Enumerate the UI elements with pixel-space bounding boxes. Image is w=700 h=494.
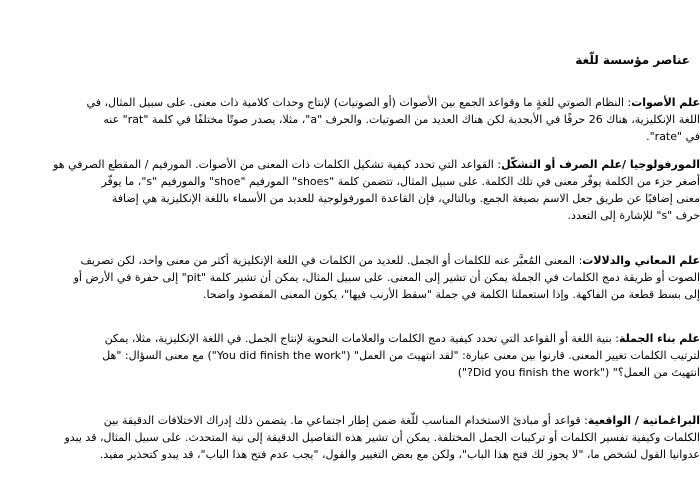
section-line: في "rate". xyxy=(646,130,700,143)
section-line: حرف "s" للإشارة إلى التعدد. xyxy=(567,209,700,222)
section-line xyxy=(0,252,700,269)
section-line: الصوت أو طريقة دمج الكلمات في الجملة يمكن أن تشير إلى المعنى. على سبيل المثال، يمكن أن تشير كلمة "pit" إلى حفرة في الأرض أو xyxy=(73,271,700,284)
section-text: : بنية اللغة أو القواعد التي تحدد كيفية دمج الكلمات والعلامات النحوية لإنتاج الجمل. في اللغة الإنكليزية، مثلا، يمكن xyxy=(104,332,619,345)
section-line: عدوانيا القول لشخص ما، "لا يجوز لك فتح هذا الباب"، ولكن مع بعض التغيير والقول، "يجب عدم فتح هذا الباب"، قد يبدو كتحذير مفيد. xyxy=(99,448,700,461)
section-heading: المورفولوجيا /علم الصرف أو التشكّل xyxy=(501,158,700,171)
section-text: : المعنى المُعبَّر عنه للكلمات أو الجمل. للعديد من الكلمات في اللغة الإنكليزية أكثر من معنى واحد، لكن تصريف xyxy=(80,254,583,267)
section-line xyxy=(0,330,700,347)
document-title: عناصر مؤسسة للّغة xyxy=(575,53,690,67)
section-semantics xyxy=(0,252,700,303)
section-syntax xyxy=(0,330,700,381)
section-line: إلى بسط قطعة من الفاكهة. وإذا استعملنا الكلمة في جملة "سقط الأرنب فيها"، يكون المعنى المقصود واضحا. xyxy=(203,288,700,301)
section-heading: علم الأصوات xyxy=(631,96,700,109)
section-line: اللغة الإنكليزية، هناك 26 حرفًا في الأبجدية لكن هناك العديد من الصوتيات. والحرف "a"، مثلا، يصدر صوتًا مختلفًا في كلمة "rat" عنه xyxy=(103,113,700,126)
section-heading: علم المعاني والدلالات xyxy=(582,254,700,267)
section-line xyxy=(0,412,700,429)
section-line: الكلمات وكيفية تفسير الكلمات أو تركيبات الجمل المختلفة. يمكن أن تشير هذه التفاصيل الدقيقة إلى نية المتحدث. على سبيل المثال، قد يبدو xyxy=(64,431,700,444)
section-heading: البراغماتية / الواقعية xyxy=(587,414,700,427)
section-morphology xyxy=(0,156,700,224)
section-text: : قواعد أو مبادئ الاستخدام المناسب للّغة ضمن إطار اجتماعي ما. يتضمن ذلك إدراك الاختلافات الدقيقة بين xyxy=(103,414,588,427)
section-text: : القواعد التي تحدد كيفية تشكيل الكلمات ذات المعنى من الأصوات. المورفيم / المقطع الصرفي هو xyxy=(53,158,502,171)
section-heading: علم بناء الجملة xyxy=(618,332,700,345)
section-line: لترتيب الكلمات تغيير المعنى. قارنوا بين معنى عبارة: "لقد انتهيتَ من العمل" ("You did finish the work") مع معنى السؤال: "هل xyxy=(102,349,700,362)
section-line xyxy=(0,156,700,173)
section-line: أصغر جزء من الكلمة يوفّر معنى في تلك الكلمة. على سبيل المثال، تتضمن كلمة "shoes" المورفيم "shoe" والمورفيم "s"، ما يوفّر xyxy=(101,175,700,188)
section-phonology xyxy=(0,94,700,145)
section-line: معنى إضافيًا عن طريق جعل الاسم بصيغة الجمع. وبالتالي، فإن القاعدة المورفولوجية للعديد من الأسماء باللغة الإنكليزية هي إضافة xyxy=(111,192,700,205)
section-line: انتهيتَ من العمل؟" ("Did you finish the work?") xyxy=(457,366,700,379)
section-pragmatics xyxy=(0,412,700,463)
section-text: : النظام الصوتي للغةٍ ما وقواعد الجمع بين الأصوات (أو الصوتيات) لإنتاج وحدات كلامية ذات معنى. على سبيل المثال، في xyxy=(86,96,632,109)
section-line xyxy=(0,94,700,111)
